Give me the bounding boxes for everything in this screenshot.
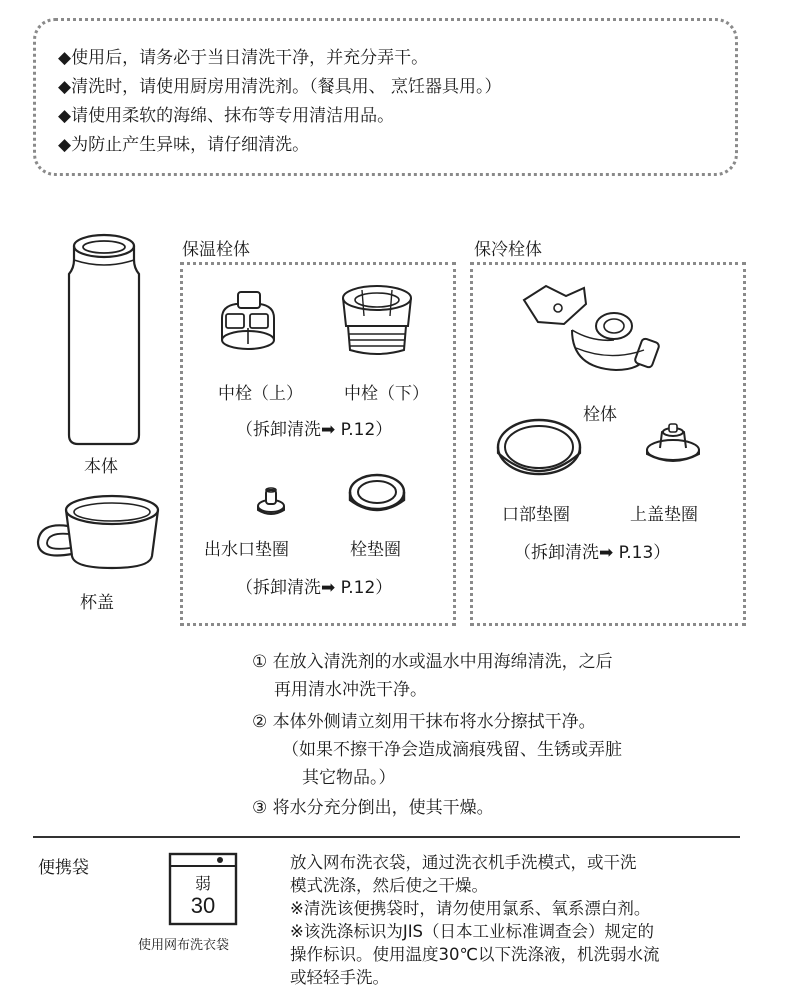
wash-symbol-temperature: 30 <box>190 893 216 918</box>
cold-plug-body-illustration <box>516 278 666 383</box>
notice-item: ◆请使用柔软的海绵、抹布等专用清洁用品。 <box>58 106 395 126</box>
inner-plug-upper-label: 中栓（上） <box>218 384 303 404</box>
inner-plug-upper-illustration <box>212 288 284 358</box>
notice-box <box>33 18 738 176</box>
bottle-body-illustration <box>60 230 150 450</box>
plug-gasket-label: 栓垫圈 <box>350 540 401 560</box>
notice-item: ◆使用后，请务必于当日清洗干净，并充分弄干。 <box>58 48 429 68</box>
section-divider <box>33 836 740 838</box>
step-2: ② 本体外侧请立刻用干抹布将水分擦拭干净。 <box>252 712 596 732</box>
inner-plug-lower-label: 中栓（下） <box>344 384 429 404</box>
outlet-gasket-label: 出水口垫圈 <box>204 540 289 560</box>
mouth-gasket-label: 口部垫圈 <box>502 505 570 525</box>
bag-line: 或轻轻手洗。 <box>290 968 389 987</box>
bag-line: 操作标识。使用温度30℃以下洗涤液，机洗弱水流 <box>290 945 660 964</box>
plug-gasket-illustration <box>346 470 408 520</box>
step-1-cont: 再用清水冲洗干净。 <box>274 680 427 700</box>
cup-illustration <box>34 488 164 578</box>
cold-disassembly-note: （拆卸清洗➡ P.13） <box>514 543 671 563</box>
bag-line: 模式洗涤，然后使之干燥。 <box>290 876 488 895</box>
bag-title: 便携袋 <box>38 858 89 878</box>
cup-label: 杯盖 <box>80 593 114 613</box>
warm-plug-title: 保温栓体 <box>182 240 250 260</box>
bag-line: ※该洗涤标识为JIS（日本工业标准调查会）规定的 <box>290 922 655 941</box>
step-1: ① 在放入清洗剂的水或温水中用海绵清洗，之后 <box>252 652 613 672</box>
warm-disassembly-note-1: （拆卸清洗➡ P.12） <box>236 420 393 440</box>
bag-line: 放入网布洗衣袋，通过洗衣机手洗模式，或干洗 <box>290 853 637 872</box>
bag-line: ※清洗该便携袋时，请勿使用氯系、氧系漂白剂。 <box>290 899 651 918</box>
inner-plug-lower-illustration <box>332 280 422 360</box>
warm-disassembly-note-2: （拆卸清洗➡ P.12） <box>236 578 393 598</box>
body-label: 本体 <box>84 457 118 477</box>
step-2-note: （如果不擦干净会造成滴痕残留、生锈或弄脏 <box>282 740 622 760</box>
outlet-gasket-illustration <box>254 484 288 518</box>
lid-gasket-label: 上盖垫圈 <box>630 505 698 525</box>
cold-plug-title: 保冷栓体 <box>474 240 542 260</box>
wash-symbol-caption: 使用网布洗衣袋 <box>138 938 230 953</box>
bag-instructions <box>290 851 660 989</box>
notice-item: ◆为防止产生异味，请仔细清洗。 <box>58 135 310 155</box>
wash-symbol-weak: 弱 <box>194 874 211 893</box>
lid-gasket-illustration <box>642 418 704 468</box>
cold-plug-body-label: 栓体 <box>583 405 617 425</box>
step-2-note-cont: 其它物品。） <box>302 768 396 788</box>
step-3: ③ 将水分充分倒出，使其干燥。 <box>252 798 494 818</box>
notice-item: ◆清洗时，请使用厨房用清洗剂。（餐具用、 烹饪器具用。） <box>58 77 502 97</box>
mouth-gasket-illustration <box>494 415 584 485</box>
